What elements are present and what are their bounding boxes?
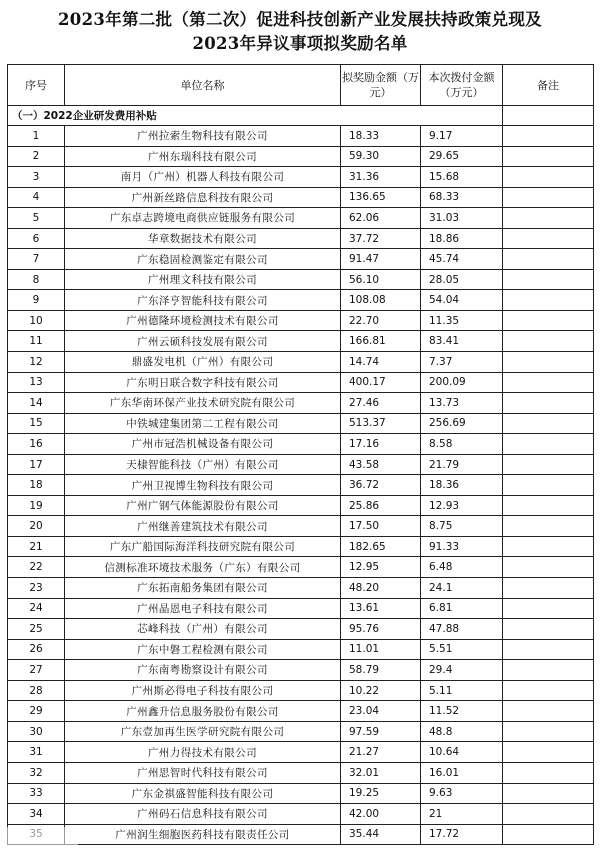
row-unit-name: 广州拉索生物科技有限公司 [65,126,341,147]
table-row [8,824,594,845]
row-disbursed-amount: 16.01 [421,762,503,783]
row-number: 1 [8,126,65,147]
row-disbursed-amount: 18.86 [421,228,503,249]
row-remark [503,167,594,188]
row-remark [503,721,594,742]
row-remark [503,495,594,516]
row-proposed-amount: 166.81 [341,331,421,352]
row-remark [503,516,594,537]
row-unit-name: 广东金祺盛智能科技有限公司 [65,783,341,804]
row-number: 31 [8,742,65,763]
row-number: 23 [8,578,65,599]
row-remark [503,331,594,352]
row-number: 21 [8,536,65,557]
row-number: 15 [8,413,65,434]
row-proposed-amount: 32.01 [341,762,421,783]
table-row [8,372,594,393]
row-number: 8 [8,269,65,290]
row-unit-name: 信测标准环境技术服务（广东）有限公司 [65,557,341,578]
row-disbursed-amount: 15.68 [421,167,503,188]
table-row [8,660,594,681]
row-proposed-amount: 95.76 [341,619,421,640]
row-number: 33 [8,783,65,804]
row-unit-name: 广州思智时代科技有限公司 [65,762,341,783]
row-proposed-amount: 37.72 [341,228,421,249]
table-row [8,310,594,331]
section-title: （一）2022企业研发费用补贴 [8,106,503,126]
row-number: 16 [8,434,65,455]
row-unit-name: 广州广钢气体能源股份有限公司 [65,495,341,516]
header-disbursed-amount: 本次拨付金额（万元） [421,65,503,106]
row-remark [503,249,594,270]
row-remark [503,824,594,845]
table-row [8,393,594,414]
row-unit-name: 鼎盛发电机（广州）有限公司 [65,352,341,373]
row-remark [503,475,594,496]
document-title-line-1: 2023年第二批（第二次）促进科技创新产业发展扶持政策兑现及 [58,10,542,29]
table-row [8,701,594,722]
row-proposed-amount: 23.04 [341,701,421,722]
row-unit-name: 广东卓志跨境电商供应链服务有限公司 [65,208,341,229]
row-remark [503,701,594,722]
row-proposed-amount: 10.22 [341,680,421,701]
row-disbursed-amount: 13.73 [421,393,503,414]
document-title-line-2: 2023年异议事项拟奖励名单 [192,34,408,53]
table-row [8,454,594,475]
table-row [8,269,594,290]
header-unit-name: 单位名称 [65,65,341,106]
row-proposed-amount: 14.74 [341,352,421,373]
row-proposed-amount: 56.10 [341,269,421,290]
row-number: 24 [8,598,65,619]
row-proposed-amount: 27.46 [341,393,421,414]
table-row [8,783,594,804]
row-proposed-amount: 11.01 [341,639,421,660]
row-unit-name: 广州市冠浩机械设备有限公司 [65,434,341,455]
row-proposed-amount: 42.00 [341,804,421,825]
row-number: 27 [8,660,65,681]
row-remark [503,228,594,249]
row-number: 25 [8,619,65,640]
row-remark [503,290,594,311]
row-disbursed-amount: 5.51 [421,639,503,660]
row-unit-name: 中铁城建集团第二工程有限公司 [65,413,341,434]
header-no: 序号 [8,65,65,106]
row-unit-name: 广州晶恩电子科技有限公司 [65,598,341,619]
row-unit-name: 广州新丝路信息科技有限公司 [65,187,341,208]
table-row [8,619,594,640]
table-row [8,146,594,167]
award-list-table [7,64,594,845]
row-unit-name: 芯峰科技（广州）有限公司 [65,619,341,640]
row-proposed-amount: 13.61 [341,598,421,619]
table-row [8,413,594,434]
row-remark [503,269,594,290]
row-number: 5 [8,208,65,229]
row-number: 7 [8,249,65,270]
row-remark [503,783,594,804]
row-disbursed-amount: 12.93 [421,495,503,516]
row-disbursed-amount: 24.1 [421,578,503,599]
row-proposed-amount: 513.37 [341,413,421,434]
row-proposed-amount: 59.30 [341,146,421,167]
row-number: 18 [8,475,65,496]
table-row [8,475,594,496]
row-proposed-amount: 31.36 [341,167,421,188]
row-proposed-amount: 43.58 [341,454,421,475]
table-row [8,578,594,599]
row-disbursed-amount: 6.48 [421,557,503,578]
row-unit-name: 广东华南环保产业技术研究院有限公司 [65,393,341,414]
row-disbursed-amount: 29.4 [421,660,503,681]
row-number: 12 [8,352,65,373]
row-disbursed-amount: 7.37 [421,352,503,373]
row-proposed-amount: 21.27 [341,742,421,763]
row-disbursed-amount: 17.72 [421,824,503,845]
row-proposed-amount: 35.44 [341,824,421,845]
row-number: 3 [8,167,65,188]
table-row [8,187,594,208]
row-unit-name: 南月（广州）机器人科技有限公司 [65,167,341,188]
row-disbursed-amount: 9.63 [421,783,503,804]
row-remark [503,742,594,763]
table-row [8,208,594,229]
row-remark [503,372,594,393]
table-row [8,167,594,188]
row-number: 30 [8,721,65,742]
row-disbursed-amount: 68.33 [421,187,503,208]
row-disbursed-amount: 31.03 [421,208,503,229]
row-number: 28 [8,680,65,701]
watermark [2,827,78,847]
row-remark [503,310,594,331]
row-proposed-amount: 48.20 [341,578,421,599]
row-proposed-amount: 182.65 [341,536,421,557]
row-disbursed-amount: 28.05 [421,269,503,290]
table-row [8,639,594,660]
row-unit-name: 华章数据技术有限公司 [65,228,341,249]
row-proposed-amount: 12.95 [341,557,421,578]
table-header-row [8,65,594,106]
row-number: 22 [8,557,65,578]
row-disbursed-amount: 5.11 [421,680,503,701]
row-unit-name: 广州润生细胞医药科技有限责任公司 [65,824,341,845]
row-number: 32 [8,762,65,783]
header-proposed-amount: 拟奖励金额（万元） [341,65,421,106]
row-number: 10 [8,310,65,331]
row-proposed-amount: 97.59 [341,721,421,742]
row-remark [503,146,594,167]
table-row [8,331,594,352]
section-row [8,106,594,126]
row-unit-name: 广州卫视博生物科技有限公司 [65,475,341,496]
row-disbursed-amount: 256.69 [421,413,503,434]
row-remark [503,598,594,619]
row-unit-name: 广东中磐工程检测有限公司 [65,639,341,660]
row-unit-name: 广州理文科技有限公司 [65,269,341,290]
table-row [8,804,594,825]
table-row [8,721,594,742]
row-proposed-amount: 18.33 [341,126,421,147]
table-row [8,598,594,619]
row-remark [503,619,594,640]
row-remark [503,393,594,414]
table-row [8,434,594,455]
row-number: 19 [8,495,65,516]
row-unit-name: 广东广船国际海洋科技研究院有限公司 [65,536,341,557]
row-unit-name: 广东南粤勘察设计有限公司 [65,660,341,681]
table-row [8,557,594,578]
row-proposed-amount: 25.86 [341,495,421,516]
row-proposed-amount: 58.79 [341,660,421,681]
row-unit-name: 广州鑫升信息服务股份有限公司 [65,701,341,722]
row-disbursed-amount: 21 [421,804,503,825]
row-disbursed-amount: 47.88 [421,619,503,640]
row-remark [503,352,594,373]
row-unit-name: 广东明日联合数字科技有限公司 [65,372,341,393]
row-unit-name: 广州云硕科技发展有限公司 [65,331,341,352]
row-unit-name: 广州力得技术有限公司 [65,742,341,763]
row-remark [503,680,594,701]
row-unit-name: 广州斯必得电子科技有限公司 [65,680,341,701]
row-proposed-amount: 136.65 [341,187,421,208]
row-number: 20 [8,516,65,537]
row-disbursed-amount: 8.58 [421,434,503,455]
row-remark [503,434,594,455]
table-row [8,126,594,147]
row-unit-name: 广东稳固检测鉴定有限公司 [65,249,341,270]
row-number: 14 [8,393,65,414]
table-row [8,228,594,249]
row-proposed-amount: 62.06 [341,208,421,229]
row-unit-name: 广东壹加再生医学研究院有限公司 [65,721,341,742]
row-disbursed-amount: 21.79 [421,454,503,475]
row-disbursed-amount: 6.81 [421,598,503,619]
row-disbursed-amount: 29.65 [421,146,503,167]
row-unit-name: 广州德隆环境检测技术有限公司 [65,310,341,331]
table-row [8,516,594,537]
row-remark [503,413,594,434]
row-number: 26 [8,639,65,660]
row-disbursed-amount: 10.64 [421,742,503,763]
row-remark [503,126,594,147]
row-disbursed-amount: 54.04 [421,290,503,311]
table-row [8,742,594,763]
row-number: 2 [8,146,65,167]
row-number: 17 [8,454,65,475]
row-proposed-amount: 36.72 [341,475,421,496]
row-number: 4 [8,187,65,208]
row-disbursed-amount: 9.17 [421,126,503,147]
row-proposed-amount: 108.08 [341,290,421,311]
row-disbursed-amount: 11.35 [421,310,503,331]
row-remark [503,639,594,660]
table-row [8,680,594,701]
table-row [8,249,594,270]
row-unit-name: 广州继善建筑技术有限公司 [65,516,341,537]
row-remark [503,208,594,229]
table-row [8,290,594,311]
table-row [8,762,594,783]
row-unit-name: 天棣智能科技（广州）有限公司 [65,454,341,475]
row-disbursed-amount: 11.52 [421,701,503,722]
section-remark-cell [503,106,594,126]
row-remark [503,536,594,557]
header-remark: 备注 [503,65,594,106]
row-number: 13 [8,372,65,393]
row-remark [503,804,594,825]
table-row [8,352,594,373]
row-proposed-amount: 91.47 [341,249,421,270]
row-unit-name: 广东拓南船务集团有限公司 [65,578,341,599]
table-row [8,495,594,516]
row-unit-name: 广州东瑞科技有限公司 [65,146,341,167]
row-number: 6 [8,228,65,249]
row-disbursed-amount: 48.8 [421,721,503,742]
row-disbursed-amount: 91.33 [421,536,503,557]
row-proposed-amount: 400.17 [341,372,421,393]
row-number: 34 [8,804,65,825]
row-disbursed-amount: 200.09 [421,372,503,393]
table-row [8,536,594,557]
row-proposed-amount: 19.25 [341,783,421,804]
row-remark [503,454,594,475]
row-proposed-amount: 17.16 [341,434,421,455]
row-remark [503,578,594,599]
row-remark [503,187,594,208]
row-number: 11 [8,331,65,352]
row-number: 9 [8,290,65,311]
row-proposed-amount: 22.70 [341,310,421,331]
row-unit-name: 广东泽亨智能科技有限公司 [65,290,341,311]
row-remark [503,557,594,578]
row-disbursed-amount: 8.75 [421,516,503,537]
row-disbursed-amount: 18.36 [421,475,503,496]
row-disbursed-amount: 45.74 [421,249,503,270]
row-disbursed-amount: 83.41 [421,331,503,352]
row-number: 29 [8,701,65,722]
row-unit-name: 广州码石信息科技有限公司 [65,804,341,825]
row-proposed-amount: 17.50 [341,516,421,537]
row-remark [503,660,594,681]
row-remark [503,762,594,783]
